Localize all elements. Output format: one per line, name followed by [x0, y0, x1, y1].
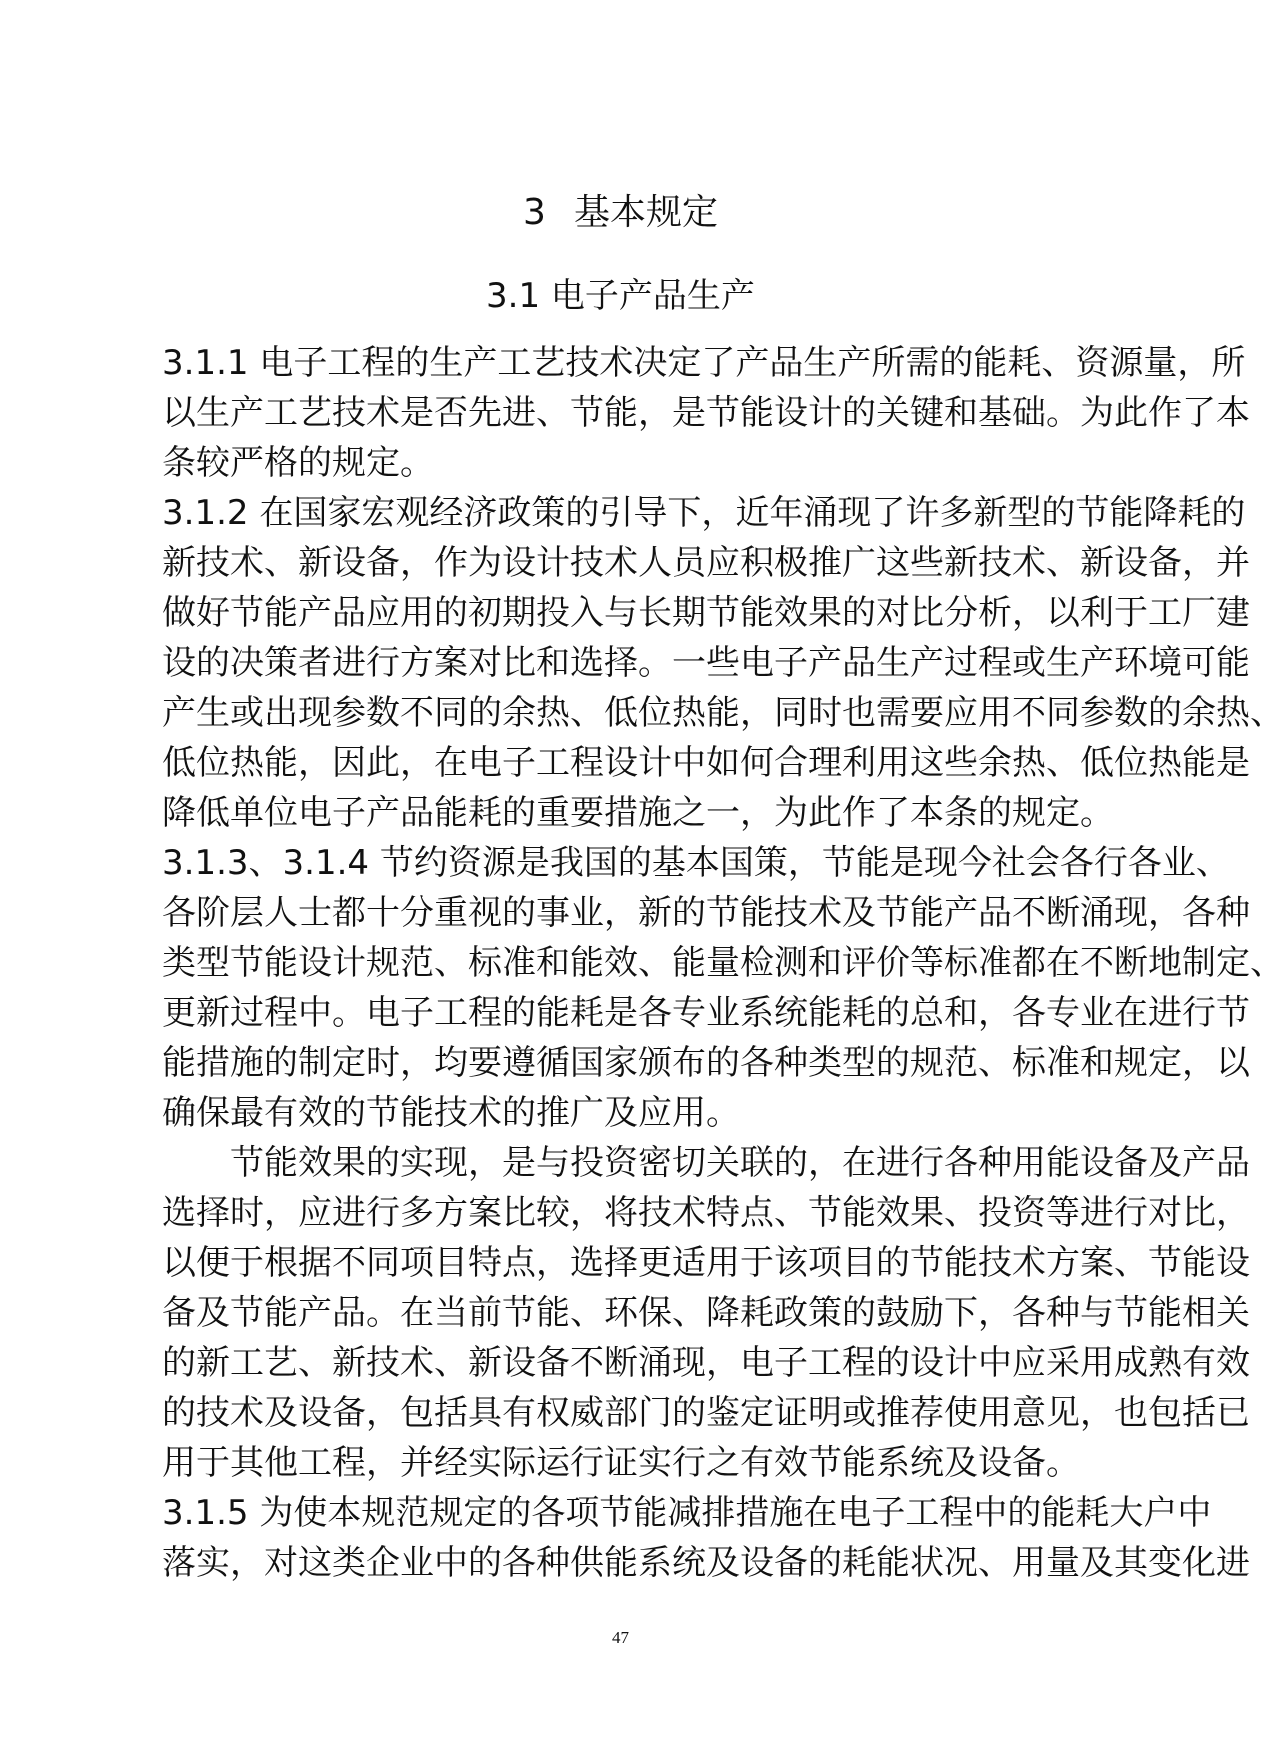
text-line: 备及节能产品。在当前节能、环保、降耗政策的鼓励下，各种与节能相关: [162, 1293, 1250, 1333]
text-line: 的新工艺、新技术、新设备不断涌现，电子工程的设计中应采用成熟有效: [162, 1343, 1250, 1383]
text-line: 确保最有效的节能技术的推广及应用。: [162, 1093, 740, 1133]
text-line: 选择时，应进行多方案比较，将技术特点、节能效果、投资等进行对比，: [162, 1193, 1250, 1233]
text-line: 3.1.3、3.1.4 节约资源是我国的基本国策，节能是现今社会各行各业、: [162, 843, 1230, 883]
page-number: 47: [612, 1628, 629, 1647]
text-line: 各阶层人士都十分重视的事业，新的节能技术及节能产品不断涌现，各种: [162, 893, 1250, 933]
paragraph: [162, 1138, 1250, 1488]
text-line: 新技术、新设备，作为设计技术人员应积极推广这些新技术、新设备，并: [162, 543, 1250, 583]
chapter-heading: 基本规定: [573, 192, 718, 233]
text-line: 3.1.1 电子工程的生产工艺技术决定了产品生产所需的能耗、资源量，所: [162, 343, 1246, 383]
text-line: 节能效果的实现，是与投资密切关联的，在进行各种用能设备及产品: [230, 1143, 1250, 1183]
paragraph: [162, 838, 1284, 1138]
text-line: 更新过程中。电子工程的能耗是各专业系统能耗的总和，各专业在进行节: [162, 993, 1250, 1033]
chapter-title: [0, 190, 1241, 236]
text-line: 产生或出现参数不同的余热、低位热能，同时也需要应用不同参数的余热、: [162, 693, 1284, 733]
text-line: 低位热能，因此，在电子工程设计中如何合理利用这些余热、低位热能是: [162, 743, 1250, 783]
text-line: 的技术及设备，包括具有权威部门的鉴定证明或推荐使用意见，也包括已: [162, 1393, 1250, 1433]
text-line: 降低单位电子产品能耗的重要措施之一，为此作了本条的规定。: [162, 793, 1114, 833]
body-text: [162, 338, 1284, 1588]
text-line: 设的决策者进行方案对比和选择。一些电子产品生产过程或生产环境可能: [162, 643, 1250, 683]
section-title: 3.1 电子产品生产: [486, 276, 755, 316]
paragraph: [162, 488, 1284, 838]
paragraph: [162, 1488, 1250, 1588]
text-line: 以生产工艺技术是否先进、节能，是节能设计的关键和基础。为此作了本: [162, 393, 1250, 433]
text-line: 用于其他工程，并经实际运行证实行之有效节能系统及设备。: [162, 1443, 1080, 1483]
chapter-number: 3: [523, 192, 546, 233]
text-line: 3.1.2 在国家宏观经济政策的引导下，近年涌现了许多新型的节能降耗的: [162, 493, 1246, 533]
text-line: 类型节能设计规范、标准和能效、能量检测和评价等标准都在不断地制定、: [162, 943, 1284, 983]
text-line: 能措施的制定时，均要遵循国家颁布的各种类型的规范、标准和规定，以: [162, 1043, 1250, 1083]
text-line: 做好节能产品应用的初期投入与长期节能效果的对比分析，以利于工厂建: [162, 593, 1250, 633]
text-line: 以便于根据不同项目特点，选择更适用于该项目的节能技术方案、节能设: [162, 1243, 1250, 1283]
text-line: 3.1.5 为使本规范规定的各项节能减排措施在电子工程中的能耗大户中: [162, 1493, 1212, 1533]
paragraph: [162, 338, 1250, 488]
text-line: 落实，对这类企业中的各种供能系统及设备的耗能状况、用量及其变化进: [162, 1543, 1250, 1583]
text-line: 条较严格的规定。: [162, 443, 434, 483]
